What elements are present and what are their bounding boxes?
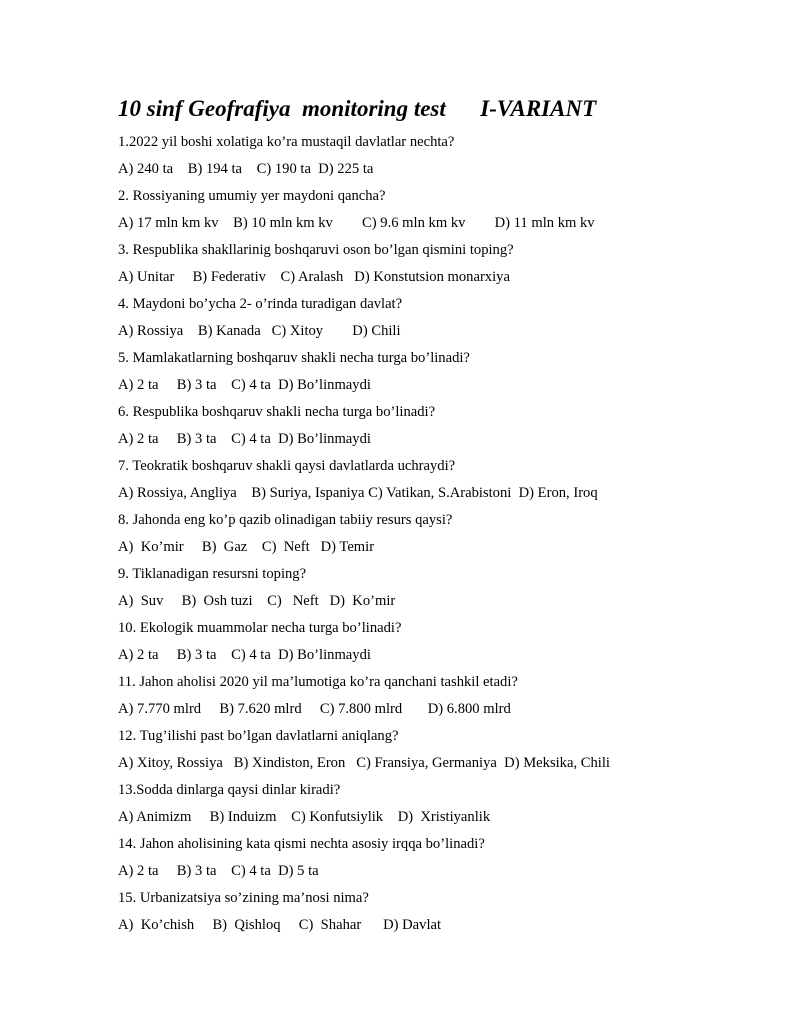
question-item [118,669,758,723]
answer-options: A) Animizm B) Induizm C) Konfutsiylik D) Xristiyanlik [118,809,491,825]
document-page [118,92,758,939]
question-text: 6. Respublika boshqaruv shakli necha turga bo’linadi? [118,404,436,420]
question-text: 3. Respublika shakllarinig boshqaruvi oson bo’lgan qismini toping? [118,242,514,258]
question-item [118,129,758,183]
question-item [118,561,758,615]
question-item [118,723,758,777]
question-text: 5. Mamlakatlarning boshqaruv shakli necha turga bo’linadi? [118,350,470,366]
question-text: 12. Tug’ilishi past bo’lgan davlatlarni aniqlang? [118,728,399,744]
question-item [118,507,758,561]
question-text: 8. Jahonda eng ko’p qazib olinadigan tabiiy resurs qaysi? [118,512,453,528]
question-item [118,399,758,453]
question-text: 9. Tiklanadigan resursni toping? [118,566,307,582]
question-item [118,615,758,669]
question-text: 14. Jahon aholisining kata qismi nechta asosiy irqqa bo’linadi? [118,836,485,852]
answer-options: A) 2 ta B) 3 ta C) 4 ta D) 5 ta [118,863,319,879]
answer-options: A) 240 ta B) 194 ta C) 190 ta D) 225 ta [118,161,374,177]
answer-options: A) 2 ta B) 3 ta C) 4 ta D) Bo’linmaydi [118,377,371,393]
question-item [118,183,758,237]
answer-options: A) Ko’mir B) Gaz C) Neft D) Temir [118,539,375,555]
question-text: 4. Maydoni bo’ycha 2- o’rinda turadigan davlat? [118,296,403,312]
question-text: 13.Sodda dinlarga qaysi dinlar kiradi? [118,782,341,798]
question-list [118,129,758,939]
question-text: 11. Jahon aholisi 2020 yil ma’lumotiga ko’ra qanchani tashkil etadi? [118,674,518,690]
document-title: 10 sinf Geofrafiya monitoring test I-VARIANT [118,96,597,121]
question-item [118,831,758,885]
answer-options: A) Rossiya, Angliya B) Suriya, Ispaniya C) Vatikan, S.Arabistoni D) Eron, Iroq [118,485,598,501]
answer-options: A) Ko’chish B) Qishloq C) Shahar D) Davlat [118,917,442,933]
question-item [118,237,758,291]
answer-options: A) 2 ta B) 3 ta C) 4 ta D) Bo’linmaydi [118,647,371,663]
question-item [118,345,758,399]
answer-options: A) Xitoy, Rossiya B) Xindiston, Eron C) Fransiya, Germaniya D) Meksika, Chili [118,755,610,771]
answer-options: A) 17 mln km kv B) 10 mln km kv C) 9.6 mln km kv D) 11 mln km kv [118,215,595,231]
question-text: 2. Rossiyaning umumiy yer maydoni qancha? [118,188,386,204]
question-item [118,291,758,345]
answer-options: A) Suv B) Osh tuzi C) Neft D) Ko’mir [118,593,396,609]
answer-options: A) Unitar B) Federativ C) Aralash D) Konstutsion monarxiya [118,269,510,285]
question-text: 10. Ekologik muammolar necha turga bo’linadi? [118,620,402,636]
question-item [118,777,758,831]
question-text: 1.2022 yil boshi xolatiga ko’ra mustaqil davlatlar nechta? [118,134,455,150]
question-text: 7. Teokratik boshqaruv shakli qaysi davlatlarda uchraydi? [118,458,456,474]
question-item [118,453,758,507]
answer-options: A) 2 ta B) 3 ta C) 4 ta D) Bo’linmaydi [118,431,371,447]
question-item [118,885,758,939]
answer-options: A) 7.770 mlrd B) 7.620 mlrd C) 7.800 mlrd D) 6.800 mlrd [118,701,511,717]
answer-options: A) Rossiya B) Kanada C) Xitoy D) Chili [118,323,401,339]
question-text: 15. Urbanizatsiya so’zining ma’nosi nima? [118,890,369,906]
